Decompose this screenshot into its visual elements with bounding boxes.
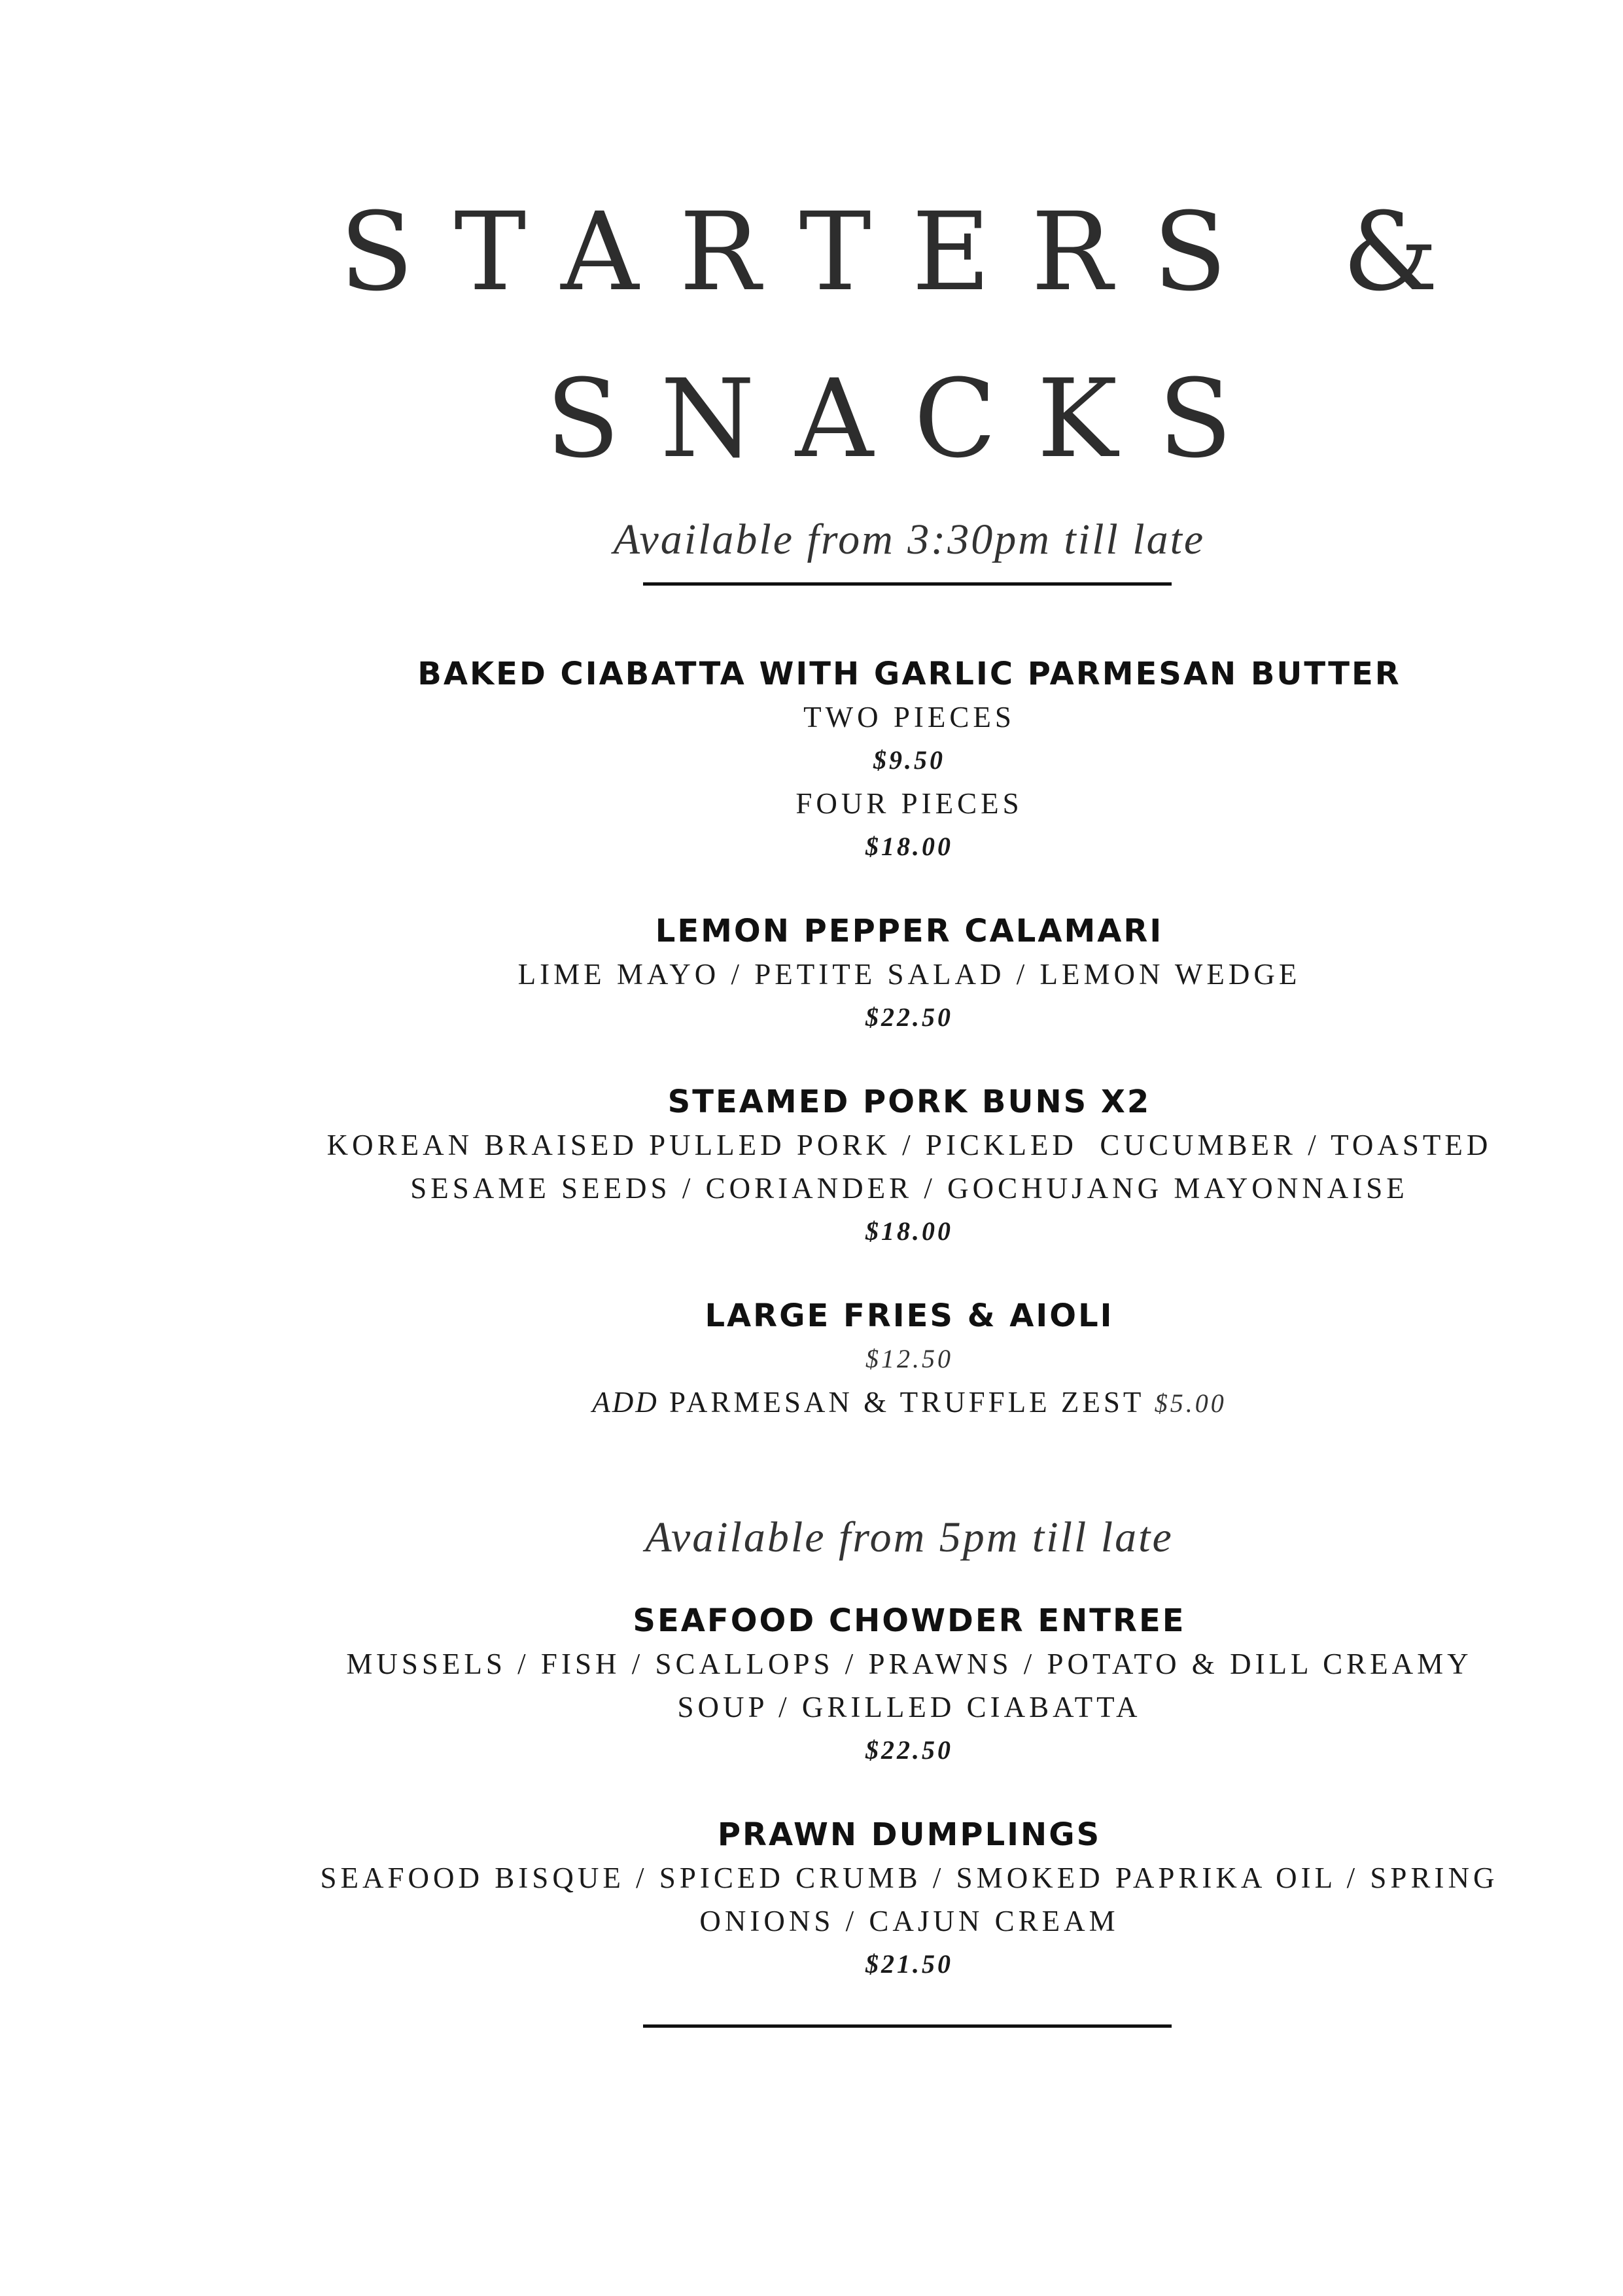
item-price: $22.50 <box>865 1002 953 1032</box>
item-option-label: TWO PIECES <box>803 701 1015 733</box>
item-description: SESAME SEEDS / CORIANDER / GOCHUJANG MAYONNAISE <box>410 1172 1408 1205</box>
item-name: STEAMED PORK BUNS X2 <box>667 1084 1151 1120</box>
item-description: SEAFOOD BISQUE / SPICED CRUMB / SMOKED PAPRIKA OIL / SPRING <box>320 1862 1499 1894</box>
item-name: PRAWN DUMPLINGS <box>717 1816 1102 1853</box>
item-description: MUSSELS / FISH / SCALLOPS / PRAWNS / POTATO & DILL CREAMY <box>346 1648 1473 1680</box>
item-option-label: FOUR PIECES <box>795 787 1023 820</box>
availability-note: Available from 5pm till late <box>645 1513 1174 1561</box>
availability-note: Available from 3:30pm till late <box>613 516 1206 563</box>
page-title-line-1: STARTERS & <box>340 189 1479 315</box>
divider-top <box>643 582 1172 586</box>
page-title-line-2: SNACKS <box>546 356 1273 482</box>
item-price: $21.50 <box>865 1949 953 1979</box>
addon-prefix: ADD <box>592 1386 659 1419</box>
item-price: $12.50 <box>865 1344 953 1373</box>
item-price: $18.00 <box>865 832 953 861</box>
item-name: BAKED CIABATTA WITH GARLIC PARMESAN BUTTER <box>417 656 1401 692</box>
divider-bottom <box>643 2024 1172 2028</box>
item-description: LIME MAYO / PETITE SALAD / LEMON WEDGE <box>517 958 1301 991</box>
item-price: $9.50 <box>873 745 945 775</box>
item-description: ONIONS / CAJUN CREAM <box>699 1905 1119 1937</box>
item-description: SOUP / GRILLED CIABATTA <box>677 1691 1142 1723</box>
item-name: LARGE FRIES & AIOLI <box>705 1298 1114 1334</box>
item-description: KOREAN BRAISED PULLED PORK / PICKLED CUCUMBER / TOASTED <box>326 1129 1492 1161</box>
addon-price: $5.00 <box>1154 1388 1227 1418</box>
item-price: $22.50 <box>865 1735 953 1765</box>
item-name: SEAFOOD CHOWDER ENTREE <box>633 1602 1186 1639</box>
item-addon <box>255 1381 1563 1424</box>
item-price: $18.00 <box>865 1216 953 1246</box>
item-name: LEMON PEPPER CALAMARI <box>655 913 1164 949</box>
addon-text: PARMESAN & TRUFFLE ZEST <box>669 1386 1144 1419</box>
